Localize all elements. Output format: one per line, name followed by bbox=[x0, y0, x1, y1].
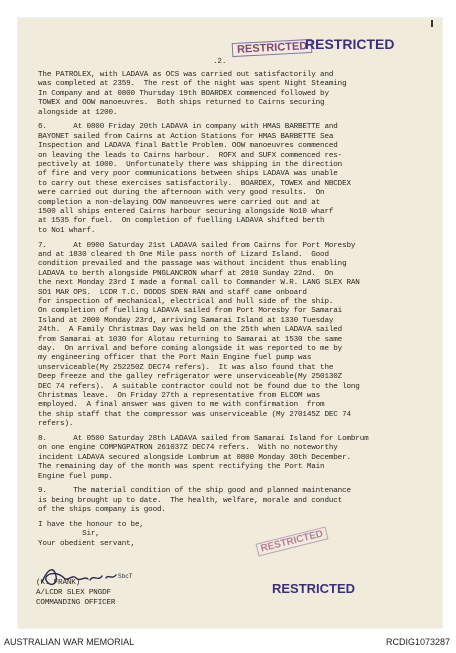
text-line: Inspection and LADAVA final Battle Problem. OOW manoeuvres commenced bbox=[38, 142, 338, 151]
text-line: employed. A final answer was given to me with confirmation from bbox=[38, 401, 325, 410]
text-line: the next Monday 23rd I made a formal call to Commander W.R. LANG SLEX RAN bbox=[38, 279, 360, 288]
restricted-stamp-bottom: RESTRICTED bbox=[272, 581, 356, 596]
text-line: Christmas leave. On Friday 27th a representative from ELCOM was bbox=[38, 392, 321, 400]
text-line: 6. At 0800 Friday 20th LADAVA in company with HMAS BARBETTE and bbox=[38, 123, 338, 132]
text-line: for inspection of mechanical, electrical and hull side of the ship. bbox=[38, 298, 334, 306]
text-line: LADAVA to berth alongside PNGLANCRON wharf at 2010 Sunday 22nd. On bbox=[38, 269, 334, 278]
text-line: Engine fuel pump. bbox=[38, 472, 113, 481]
text-line: DEC 74 refers). A suitable contractor could not be found due to the long bbox=[38, 382, 360, 391]
text-line: On completion of fuelling LADAVA sailed from Port Moresby for Samarai bbox=[38, 307, 343, 316]
text-line: Sir, bbox=[38, 530, 100, 539]
text-line: refers). bbox=[38, 420, 74, 429]
text-line: BAYONET sailed from Cairns at Action Stations for HMAS BARBETTE Sea bbox=[38, 132, 334, 141]
restricted-stamp-top: RESTRICTED bbox=[305, 36, 395, 52]
text-line: were carried out during the afternoon with very good results. On bbox=[38, 189, 325, 198]
text-line: the ship staff that the compressor was unserviceable (My 270145Z DEC 74 bbox=[38, 410, 351, 419]
text-line: of the ships company is good. bbox=[38, 506, 166, 515]
text-line: condition prevailed and the passage was without incident thus enabling bbox=[38, 260, 347, 269]
page-number: .2. bbox=[213, 58, 227, 66]
text-line: Island at 2000 Monday 23rd, arriving Samarai Island at 1330 Tuesday bbox=[38, 316, 334, 325]
restricted-stamp-faint-bottom: RESTRICTED bbox=[255, 526, 328, 556]
text-line: my engineering officer that the Port Main Engine fuel pump was bbox=[38, 354, 312, 363]
text-line: day. On arrival and before coming alongside it was reported to me by bbox=[38, 345, 343, 353]
text-line: TOWEX and OOW manoeuvres. Both ships returned to Cairns securing bbox=[38, 99, 325, 108]
text-line: Your obedient servant, bbox=[38, 539, 135, 548]
text-line: The PATROLEX, with LADAVA as OCS was carried out satisfactorily and bbox=[38, 71, 334, 79]
text-line: The remaining day of the month was spent rectifying the Port Main bbox=[38, 463, 325, 472]
text-line: alongside at 1200. bbox=[38, 108, 118, 117]
text-line: at 1535 for fuel. On completion of fuelling LADAVA shifted berth bbox=[38, 217, 325, 226]
svg-text:SbcT: SbcT bbox=[118, 573, 133, 580]
text-line: and at 1830 cleared th One Mile pass north of Lizard Island. Good bbox=[38, 251, 329, 259]
text-line: pectively at 1000. Unfortunately there was shipping in the direction bbox=[38, 161, 343, 169]
text-line: on one engine COMPNGPATRON 261037Z DEC74 refers. With no noteworthy bbox=[38, 444, 338, 453]
page-edge-mark bbox=[431, 20, 433, 27]
text-line: on leaving the leads to Cairns harbour. ROFX and SUFX commenced res- bbox=[38, 151, 343, 160]
text-line: In Company and at 0800 Thursday 19th BOARDEX commenced followed by bbox=[38, 89, 329, 98]
text-line: of fire and very poor communications between ships LADAVA was unable bbox=[38, 170, 338, 179]
footer-source: AUSTRALIAN WAR MEMORIAL bbox=[4, 637, 135, 647]
text-line: is being brought up to date. The health, welfare, morale and conduct bbox=[38, 496, 343, 505]
text-line: 8. At 0500 Saturday 28th LADAVA sailed from Samarai Island for Lombrum bbox=[38, 435, 369, 443]
text-line: to No1 wharf. bbox=[38, 226, 96, 235]
text-line: incident LADAVA secured alongside Lombrum at 0800 Monday 30th December. bbox=[38, 453, 351, 462]
text-line: Deep freeze and the galley refrigerator were unserviceable(My 250130Z bbox=[38, 373, 343, 382]
footer-id: RCDIG1073287 bbox=[385, 637, 450, 647]
text-line: to carry out these exercises satisfactorily. BOARDEX, TOWEX and NBCDEX bbox=[38, 179, 351, 188]
text-line: 1500 all ships entered Cairns harbour securing alongside No10 wharf bbox=[38, 208, 334, 216]
signature-rank: A/LCDR SLEX PNGDF bbox=[36, 589, 111, 597]
text-line: unserviceable(My 252250Z DEC74 refers). It was also found that the bbox=[38, 363, 334, 372]
signature-name: (K. FRANK) bbox=[36, 579, 81, 587]
text-line: 9. The material condition of the ship good and planned maintenance bbox=[38, 487, 351, 496]
text-line: SO1 MAR OPS. LCDR T.C. DODDS SDEN RAN and staff came onboard bbox=[38, 288, 307, 297]
text-line: I have the honour to be, bbox=[38, 521, 144, 529]
signature-title: COMMANDING OFFICER bbox=[36, 599, 116, 607]
text-line: from Samarai at 1030 for Alotau returning to Samarai at 1530 the same bbox=[38, 335, 343, 344]
restricted-stamp-faint: RESTRICTED bbox=[232, 39, 313, 57]
text-line: 24th. A Family Christmas Day was held on the 25th when LADAVA sailed bbox=[38, 326, 343, 335]
text-line: 7. At 0900 Saturday 21st LADAVA sailed from Cairns for Port Moresby bbox=[38, 241, 356, 250]
text-line: was completed at 2359. The rest of the night was spent Night Steaming bbox=[38, 80, 347, 89]
text-line: completion a non-delaying OOW manoeuvres were carried out and at bbox=[38, 198, 321, 207]
